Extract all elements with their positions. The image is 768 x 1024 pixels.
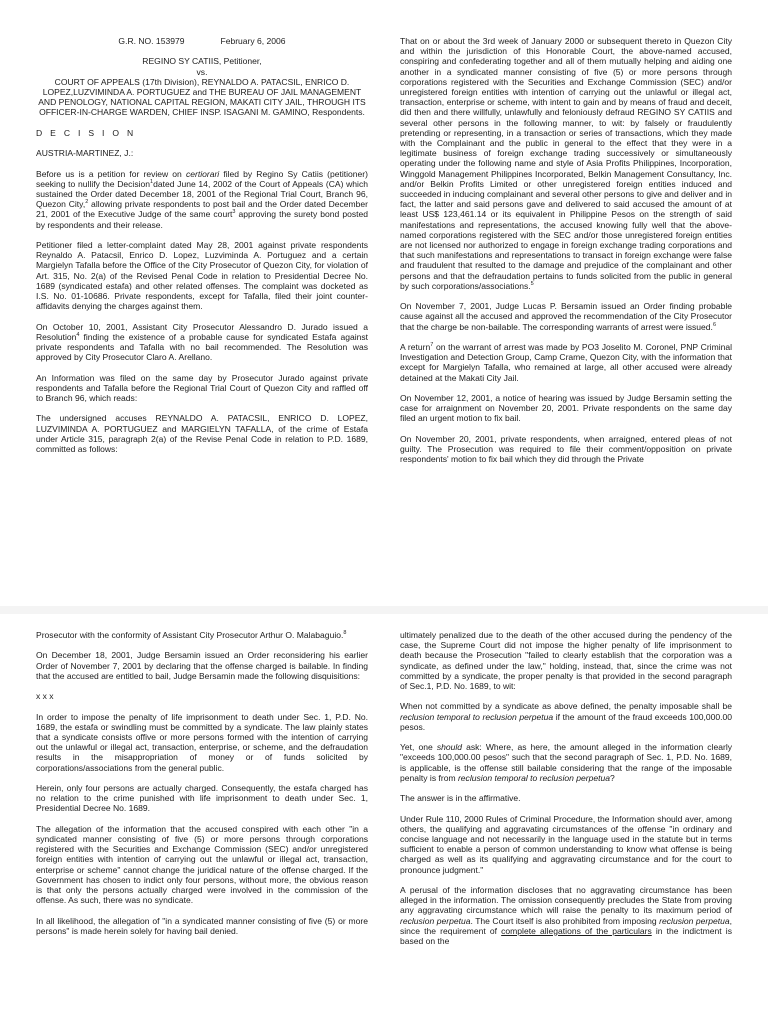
- footnote-ref[interactable]: 2: [85, 199, 89, 206]
- petitioner-line: REGINO SY CATIIS, Petitioner,: [142, 56, 262, 67]
- footnote-ref[interactable]: 4: [76, 331, 80, 338]
- paragraph: The answer is in the affirmative.: [400, 793, 521, 804]
- paragraph: When not committed by a syndicate as above defined, the penalty imposable shall be reclusion temporal to reclusion perpetua if the amount of the fraud exceeds 100,000.00 pesos.: [400, 701, 733, 732]
- page2-right-column: [400, 630, 732, 956]
- footnote-ref[interactable]: 7: [430, 342, 434, 349]
- footnote-ref[interactable]: 5: [530, 281, 534, 288]
- footnote-ref[interactable]: 8: [343, 630, 347, 637]
- paragraph: An Information was filed on the same day by Prosecutor Jurado against private respondents and Tafalla before the Regional Trial Court of Quezon City and raffled off to Branch 96, which reads:: [36, 372, 368, 403]
- paragraph: Under Rule 110, 2000 Rules of Criminal Procedure, the Information should aver, among others, the qualifying and aggravating circumstances of the offense "in ordinary and concise language and not necessarily in the language used in the statute but in terms sufficient to enable a person of common understanding to know what offense is being charged as well as its qualifying and aggravating circumstance and for the court to pronounce judgment.": [400, 813, 732, 875]
- footnote-ref[interactable]: 6: [712, 321, 716, 328]
- document-page-2: [0, 614, 768, 1024]
- paragraph: On October 10, 2001, Assistant City Prosecutor Alessandro D. Jurado issued a Resolution$^4$ finding the existence of a probable cause for syndicated Estafa against private respondents and Tafalla with no bail recommended. The Resolution was approved by City Prosecutor Claro A. Arellano.: [36, 321, 368, 363]
- decision-date: February 6, 2006: [220, 36, 286, 46]
- case-header: [36, 36, 368, 118]
- paragraph: The undersigned accuses REYNALDO A. PATACSIL, ENRICO D. LOPEZ, LUZVIMINDA A. PORTUGUEZ and MARGIELYN TAFALLA, of the crime of Estafa under Article 315, paragraph 2(a) of the Revise Penal Code in relation to P.D. 1689, committed as follows:: [36, 413, 368, 454]
- paragraph: On December 18, 2001, Judge Bersamin issued an Order reconsidering his earlier Order of November 7, 2001 by declaring that the offense charged is bailable. In finding that the accused are entitled to bail, Judge Bersamin made the following disquisitions:: [36, 650, 368, 681]
- respondents-line: COURT OF APPEALS (17th Division), REYNALDO A. PATACSIL, ENRICO D. LOPEZ,LUZVIMINDA A. PORTUGUEZ and THE BUREAU OF JAIL MANAGEMENT AND PENOLOGY, NATIONAL CAPITAL REGION, MAKATI CITY JAIL, THROUGH ITS OFFICER-IN-CHARGE WARDEN, CHIEF INSP. ISAGANI M. GAMINO, Respondents.: [38, 76, 366, 118]
- paragraph: Yet, one should ask: Where, as here, the amount alleged in the information clearly "exceeds 100,000.00 pesos" such that the second paragraph of Sec. 1, P.D. No. 1689, is applicable, is the offense still bailable considering that the range of the imposable penalty is from reclusion temporal to reclusion perpetua?: [400, 742, 732, 783]
- paragraph: On November 7, 2001, Judge Lucas P. Bersamin issued an Order finding probable cause against all the accused and approved the recommendation of the City Prosecutor that the charge be non-bailable. The corresponding warrants of arrest were issued.$^6$: [400, 301, 732, 332]
- paragraph: ultimately penalized due to the death of the other accused during the pendency of the case, the Supreme Court did not impose the higher penalty of life imprisonment to death because the Prosecution "failed to clearly establish that the corporation was a syndicate, as defined under the law," holding, instead, that, since the crime was not committed by a syndicate, the proper penalty is that provided in the second paragraph of Sec.1, P.D. No. 1689, to wit:: [400, 630, 732, 692]
- paragraph: In all likelihood, the allegation of "in a syndicated manner consisting of five (5) or more persons" is made herein solely for having bail denied.: [36, 915, 368, 936]
- paragraph: In order to impose the penalty of life imprisonment to death under Sec. 1, P.D. No. 1689, the estafa or swindling must be committed by a syndicate. The law plainly states that a syndicate consists offive or more persons formed with the intention of carrying out the unlawful or illegal act, transaction, enterprise, or scheme, and the defraudation results in the misappropriation of money or of funds solicited by corporations/associations from the general public.: [36, 711, 368, 773]
- paragraph: A return$^7$ on the warrant of arrest was made by PO3 Joselito M. Coronel, PNP Criminal Investigation and Detection Group, Camp Crame, Quezon City, with the information that except for Margielyn Tafalla, who remained at large, all other accused were already detained at the Makati City Jail.: [400, 342, 732, 383]
- paragraph: On November 12, 2001, a notice of hearing was issued by Judge Bersamin setting the case for arraignment on November 20, 2001. Private respondents on the same day filed an urgent motion to fix bail.: [400, 393, 732, 424]
- footnote-ref[interactable]: 3: [232, 209, 236, 216]
- paragraph: Prosecutor with the conformity of Assistant City Prosecutor Arthur O. Malabaguio.$^8$: [36, 630, 347, 640]
- paragraph: Petitioner filed a letter-complaint dated May 28, 2001 against private respondents Reynaldo A. Patacsil, Enrico D. Lopez, Luzviminda A. Portuguez and a certain Margielyn Tafalla before the Office of the City Prosecutor of Quezon City, for violation of Art. 315, No. 2(a) of the Revised Penal Code in relation to Presidential Decree No. 1689 (syndicated estafa) and other related offenses. The complaint was docketed as I.S. No. 01-10686. Private respondents, except for Tafalla, filed their joint counter-affidavits denying the charges against them.: [36, 239, 368, 312]
- paragraph: The allegation of the information that the accused conspired with each other "in a syndicated manner consisting of five (5) or more persons through corporations registered with the Securities and Exchange Commission (SEC) and/or unregistered foreign entities with intention of carrying out the unlawful or illegal act, transaction, enterprise or scheme" cannot change the juridical nature of the offense charged. If the Government has chosen to indict only four persons, without more, the obvious reason is that only the persons actually charged were involved in the commission of the offense. As such, there was no syndicate.: [36, 823, 368, 906]
- paragraph: On November 20, 2001, private respondents, when arraigned, entered pleas of not guilty. The Prosecution was required to file their comment/opposition on private respondents' motion to fix bail which they did through the Private: [400, 433, 732, 465]
- footnote-ref[interactable]: 1: [150, 178, 154, 185]
- ponente: AUSTRIA-MARTINEZ, J.:: [36, 148, 134, 159]
- page1-right-column: [400, 36, 732, 475]
- page1-left-column: [36, 36, 368, 464]
- versus-line: vs.: [196, 66, 208, 77]
- case-number-line: [36, 36, 368, 46]
- paragraph: A perusal of the information discloses that no aggravating circumstance has been alleged in the information. The omission consequently precludes the State from proving any aggravating circumstance which will raise the penalty to its maximum period of reclusion perpetua. The Court itself is also prohibited from imposing reclusion perpetua, since the requirement of complete allegations of the particulars in the indictment is based on the: [400, 885, 733, 947]
- page2-left-column: [36, 630, 368, 946]
- paragraph: Herein, only four persons are actually charged. Consequently, the estafa charged has no relation to the crime punished with life imprisonment to death under Sec. 1, Presidential Decree No. 1689.: [36, 782, 368, 814]
- decision-heading: D E C I S I O N: [36, 127, 136, 138]
- gr-number: G.R. NO. 153979: [118, 36, 185, 46]
- ellipsis-marker: x x x: [36, 691, 54, 702]
- paragraph: Before us is a petition for review on certiorari filed by Regino Sy Catiis (petitioner) seeking to nullify the Decision$^1$dated June 14, 2002 of the Court of Appeals (CA) which sustained the Order dated December 18, 2001 of the Regional Trial Court, Branch 96, Quezon City,$^2$ allowing private respondents to post bail and the Order dated December 21, 2001 of the Executive Judge of the same court$^3$ approving the surety bond posted by respondents and their release.: [36, 168, 368, 230]
- paragraph: That on or about the 3rd week of January 2000 or subsequent thereto in Quezon City and within the jurisdiction of this Honorable Court, the above-named accused, conspiring and confederating together and all of them mutually helping and aiding one another in a syndicated manner consisting of five (5) or more persons through corporations registered with the Securities and Exchange Commission (SEC) and/or unregistered foreign entities with intention of carrying out the unlawful or illegal act, transaction, enterprise or scheme, with intent to gain and by means of fraud and deceit, did then and there willfully, unlawfully and feloniously defraud REGINO SY CATIIS and several other persons in the following manner, to wit: by falsely or fraudulently pretending or representing, in a transaction or series of transactions, which they made with the Complainant and the public in general to the effect that they were in a legitimate business of foreign exchange trading successively or simultaneously operating under the following name and style of Asia Profits Philippines, Incorporation, Winggold Management Philippines Incorporated, Belkin Management Consultancy, Inc. and/or Belkin Profits Limited or other unregistered foreign entities induced and succeeded in inducing complainant and several other persons to give and deliver and in fact, the latter and said persons gave and delivered to said accused the amount of at least US$ 123,461.14 or its equivalent in Philippine Pesos on the strength of said manifestations and representations, the accused knowing fully well that the above-named corporations registered with the SEC and/or those unregistered foreign entities are not licensed nor authorized to engage in foreign exchange trading corporations and that such manifestations and representations to transact in foreign exchange were false and fraudulent that resulted to the damage and prejudice of the complainant and other persons and that the defraudation pertains to funds solicited from the public in general by such corporations/associations.$^5$: [400, 36, 732, 291]
